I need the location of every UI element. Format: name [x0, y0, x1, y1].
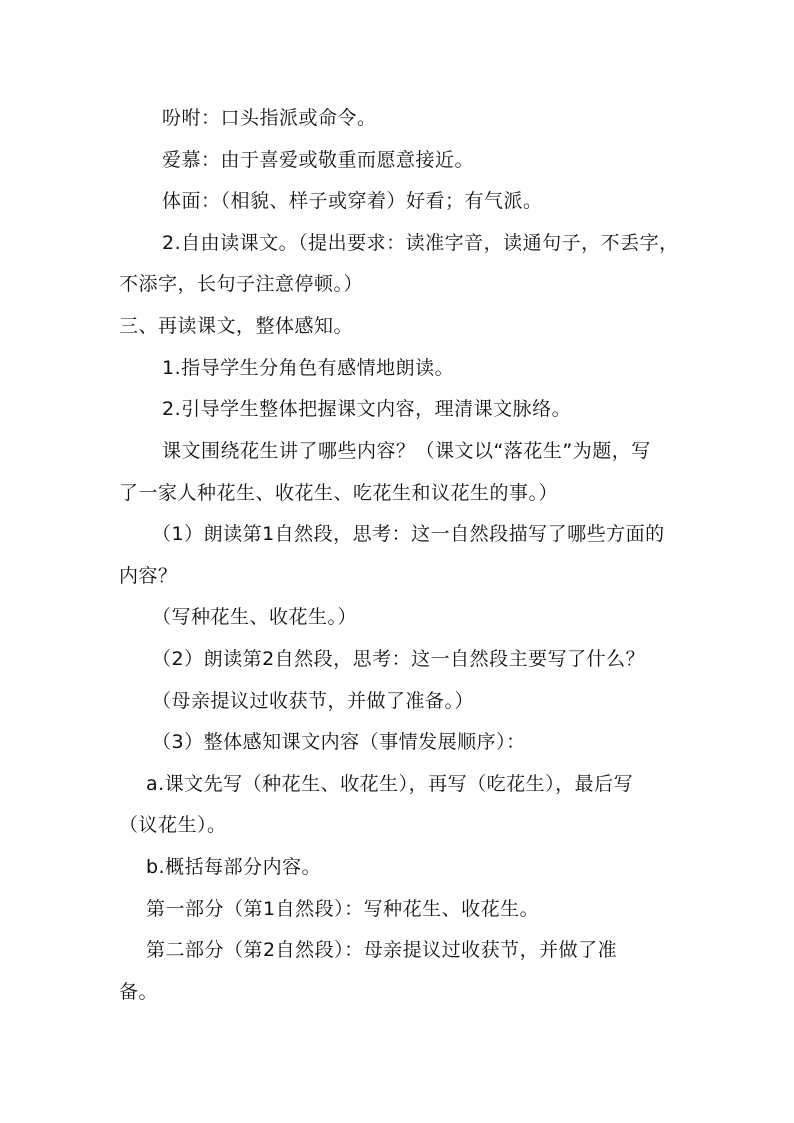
question-content-cont: 了一家人种花生、收花生、吃花生和议花生的事。） [119, 482, 559, 504]
task-1-read-paragraph-1-cont: 内容？ [119, 565, 178, 587]
task-3-overall-perception: （3）整体感知课文内容（事情发展顺序）： [152, 731, 526, 753]
answer-1: （写种花生、收花生。） [152, 606, 358, 628]
part-two-summary-cont: 备。 [119, 981, 159, 1003]
answer-2: （母亲提议过收获节，并做了准备。） [152, 690, 475, 712]
task-1-read-paragraph-1: （1）朗读第1自然段，思考：这一自然段描写了哪些方面的 [152, 523, 665, 545]
item-b-summarize: b.概括每部分内容。 [146, 856, 322, 878]
task-2-read-paragraph-2: （2）朗读第2自然段，思考：这一自然段主要写了什么？ [152, 648, 646, 670]
definition-aimu: 爱慕：由于喜爱或敬重而愿意接近。 [162, 149, 475, 171]
section-heading-reread: 三、再读课文，整体感知。 [119, 315, 354, 337]
instruction-free-reading-cont: 不添字，长句子注意停顿。） [119, 273, 364, 295]
step-2-grasp-content: 2.引导学生整体把握课文内容，理清课文脉络。 [162, 398, 572, 420]
definition-timian: 体面：（相貌、样子或穿着）好看；有气派。 [162, 190, 543, 212]
item-a-text-order-cont: （议花生）。 [119, 814, 227, 836]
step-1-role-reading: 1.指导学生分角色有感情地朗读。 [162, 357, 455, 379]
definition-fenfu: 吩咐：口头指派或命令。 [162, 107, 377, 129]
part-two-summary: 第二部分（第2自然段）：母亲提议过收获节，并做了准 [146, 939, 618, 961]
question-content: 课文围绕花生讲了哪些内容？（课文以“落花生”为题，写 [162, 440, 651, 462]
item-a-text-order: a.课文先写（种花生、收花生），再写（吃花生），最后写 [146, 773, 634, 795]
part-one-summary: 第一部分（第1自然段）：写种花生、收花生。 [146, 898, 540, 920]
instruction-free-reading: 2.自由读课文。（提出要求：读准字音，读通句子，不丢字， [162, 232, 679, 254]
